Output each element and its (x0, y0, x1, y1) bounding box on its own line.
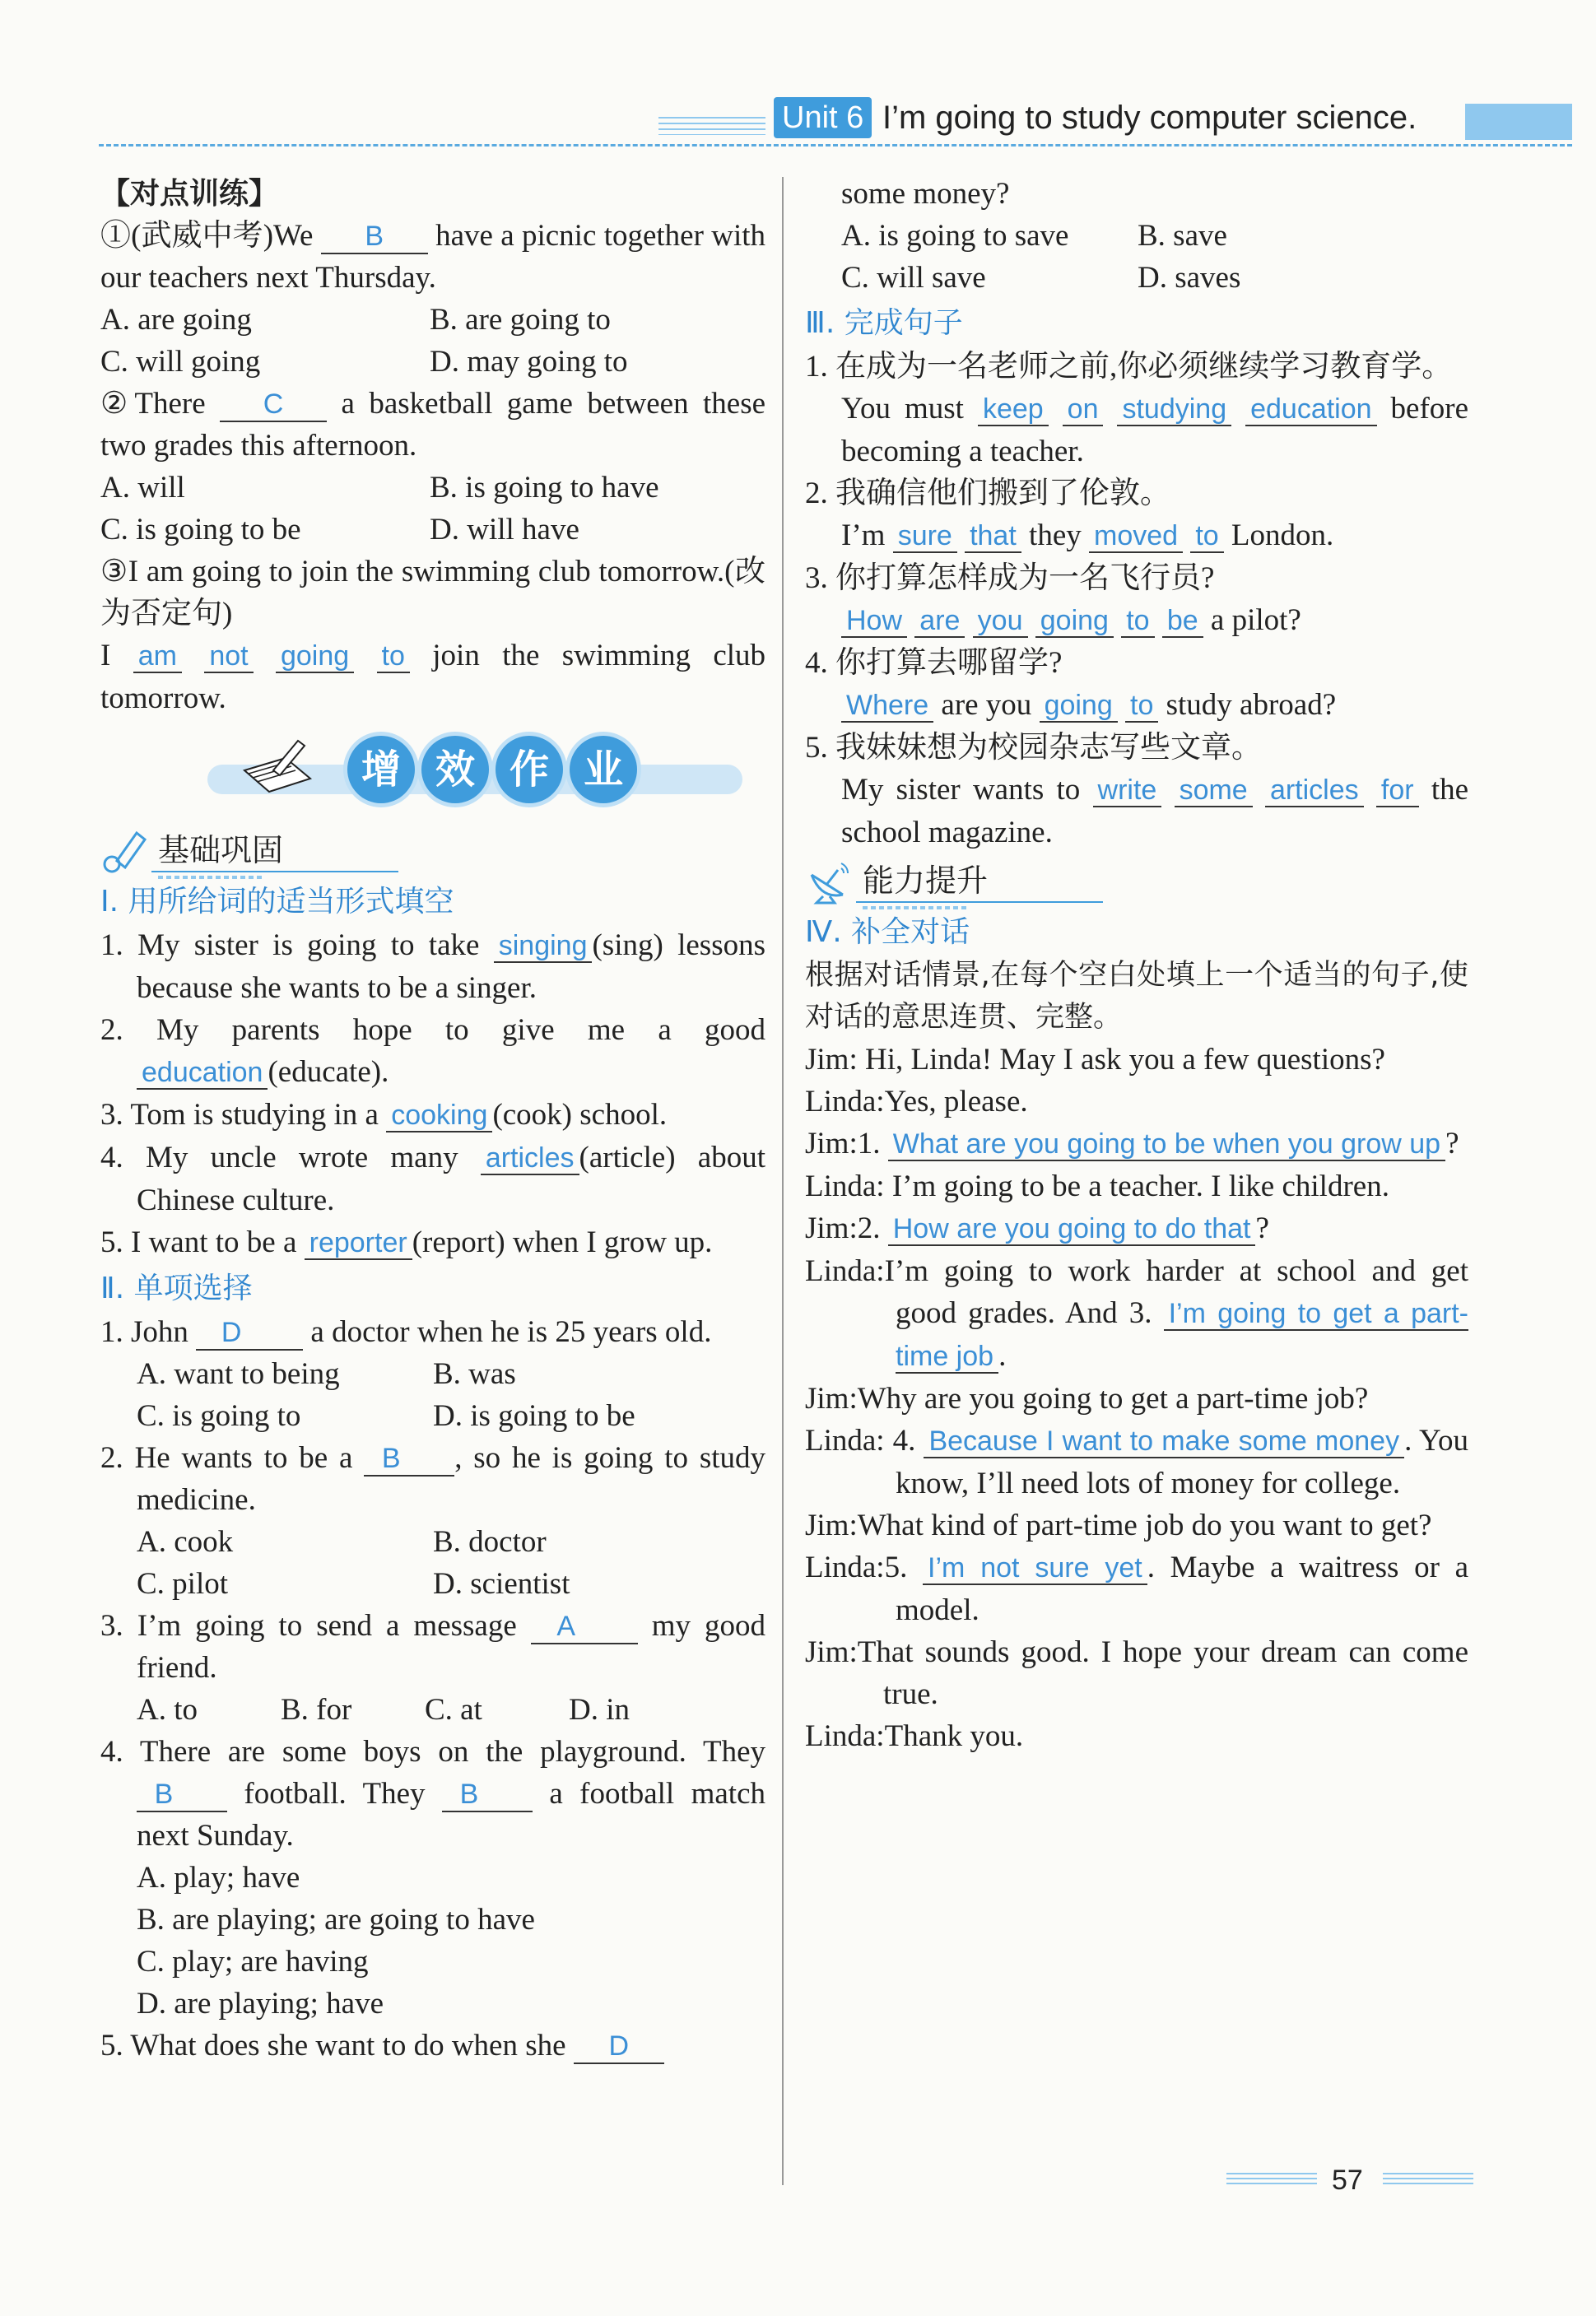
speaker: Jim: (805, 1127, 858, 1160)
dialog-line (805, 1123, 1468, 1165)
item-answer: are (914, 605, 965, 638)
item-text: football. They (244, 1777, 426, 1811)
item-text: My sister wants to (841, 773, 1081, 807)
item-num: 1. (100, 928, 123, 962)
item-chinese: 我妹妹想为校园杂志写些文章。 (835, 731, 1262, 765)
left-column (100, 173, 765, 2067)
basic-title: 基础巩固 (158, 832, 284, 868)
p1-text: have a picnic together with our teachers next Thursday. (100, 219, 766, 295)
p1-prefix: ①(武威中考)We (100, 219, 314, 253)
header-decor-lines (658, 117, 765, 135)
sentence-2 (805, 472, 1468, 557)
dialog-answer: I’m going to get a part-time job (896, 1298, 1468, 1372)
sentence-5 (805, 727, 1468, 853)
item-text: a football match next Sunday. (137, 1777, 766, 1853)
footer-decor-left (1226, 2173, 1317, 2186)
page-header (0, 0, 1596, 165)
speaker: Linda: (805, 1551, 885, 1584)
item-text: My parents hope to give me a good (156, 1013, 765, 1047)
item-answer: you (973, 605, 1028, 638)
item-answer: education (1245, 393, 1376, 426)
option: D. are playing; have (137, 1987, 384, 2021)
section-1-title: Ⅰ. 用所给词的适当形式填空 (100, 885, 454, 918)
item-answer: to (1121, 605, 1154, 638)
dialog-answer: I’m not sure yet (923, 1552, 1147, 1585)
header-decor-bar (1465, 104, 1572, 140)
item-num: 4. (100, 1735, 123, 1769)
item-text: There are some boys on the playground. (139, 1735, 686, 1769)
item-answer: be (1162, 605, 1203, 638)
banner-char: 增 (347, 736, 415, 803)
item-text: London. (1231, 519, 1334, 552)
dialog-line (805, 1504, 1468, 1546)
item-answer: How (841, 605, 907, 638)
speaker: Jim: (805, 1635, 858, 1669)
option: D. will have (430, 513, 579, 546)
speaker: Jim: (805, 1211, 858, 1245)
item-text: John (131, 1315, 188, 1349)
sentence-3 (805, 557, 1468, 642)
item-num: 1. (100, 1315, 123, 1349)
speaker: Linda: (805, 1719, 885, 1753)
item-answer: Where (841, 690, 933, 723)
speaker: Linda: (805, 1170, 885, 1203)
homework-banner (100, 728, 765, 818)
item-text: my good friend. (137, 1609, 766, 1685)
p3-answer: am (133, 640, 182, 673)
p3-question: ③I am going to join the swimming club tomorrow.(改为否定句) (100, 555, 765, 630)
dialog-line (805, 1715, 1468, 1757)
option: B. was (433, 1357, 516, 1391)
fill-item (100, 1094, 765, 1137)
line-text: . Maybe a waitress or a model. (896, 1551, 1469, 1627)
line-text: Why are you going to get a part-time job? (857, 1382, 1369, 1416)
line-text: . (998, 1339, 1007, 1373)
speaker: Jim: (805, 1043, 858, 1077)
speaker: Jim: (805, 1382, 858, 1416)
item-text: study abroad? (1166, 688, 1337, 722)
item-text: (article) about Chinese culture. (137, 1141, 766, 1217)
unit-title: I’m going to study computer science. (882, 100, 1417, 136)
dialog (805, 1039, 1468, 1757)
p3-answer: to (377, 640, 410, 673)
section-2-title: Ⅱ. 单项选择 (100, 1272, 253, 1305)
item-answer: D (196, 1316, 303, 1351)
item-num: 2. (100, 1013, 123, 1047)
item-text: a doctor when he is 25 years old. (310, 1315, 712, 1349)
item-text: are you (941, 688, 1032, 722)
mc-question-5 (100, 2025, 765, 2067)
item-num: 3. (100, 1098, 123, 1132)
item-text: They (702, 1735, 765, 1769)
option: A. will (100, 471, 185, 505)
item-text: (cook) school. (492, 1098, 668, 1132)
option: B. are going to (430, 303, 611, 337)
option: D. saves (1138, 261, 1241, 295)
item-answer: A (531, 1610, 638, 1644)
dialog-line (805, 1039, 1468, 1081)
footer-decor-right (1383, 2173, 1473, 2186)
item-chinese: 在成为一名老师之前,你必须继续学习教育学。 (835, 350, 1453, 384)
item-answer: that (965, 520, 1021, 553)
fill-item (100, 924, 765, 1009)
item-answer: B (442, 1778, 533, 1812)
option: C. at (425, 1693, 482, 1727)
notebook-pen-icon (240, 737, 314, 797)
speaker: Linda: (805, 1254, 885, 1288)
ability-section-heading (805, 857, 1468, 908)
p1-options (100, 299, 765, 341)
unit-badge: Unit 6 (774, 97, 872, 138)
item-text: My sister is going to take (137, 928, 480, 962)
item-answer: reporter (305, 1227, 412, 1260)
item-text: a pilot? (1210, 603, 1301, 637)
dialog-line (805, 1420, 1468, 1504)
option: A. cook (137, 1525, 234, 1559)
line-text: Hi, Linda! May I ask you a few questions? (865, 1043, 1385, 1077)
option: C. is going to (137, 1399, 301, 1433)
item-answer: moved (1089, 520, 1183, 553)
sentence-4 (805, 642, 1468, 727)
option: A. is going to save (841, 219, 1069, 253)
item-text: , so he is going to study medicine. (137, 1441, 766, 1517)
column-divider (782, 177, 784, 2185)
option: C. will going (100, 345, 261, 379)
item-answer: write (1093, 774, 1162, 807)
practice-1 (100, 215, 765, 383)
item-answer: going (1035, 605, 1114, 638)
line-text: I’m going to work harder at school and get good grades. And 3. (884, 1254, 1468, 1330)
item-text: I’m (841, 519, 886, 552)
page-number: 57 (1332, 2165, 1363, 2196)
option: B. for (281, 1693, 352, 1727)
q5-continued: some money? (841, 177, 1010, 211)
item-chinese: 你打算去哪留学? (835, 646, 1063, 680)
p3-answer: not (204, 640, 253, 673)
line-text: 2. (857, 1211, 881, 1245)
item-num: 5. (100, 1225, 123, 1259)
item-text: You must (841, 392, 964, 426)
item-answer: to (1125, 690, 1158, 723)
option: C. is going to be (100, 513, 301, 546)
item-text: My uncle wrote many (145, 1141, 458, 1174)
item-num: 1. (805, 350, 828, 384)
item-num: 3. (100, 1609, 123, 1643)
item-text: (educate). (268, 1055, 389, 1089)
item-answer: cooking (386, 1100, 492, 1132)
item-text: before becoming a teacher. (841, 392, 1469, 468)
dialog-line (805, 1250, 1468, 1378)
fill-item (100, 1009, 765, 1094)
option: B. is going to have (430, 471, 659, 505)
option: C. will save (841, 261, 986, 295)
item-text: the school magazine. (841, 773, 1469, 849)
practice-2 (100, 383, 765, 551)
p1-answer: B (321, 220, 428, 254)
item-text: (report) when I grow up. (412, 1225, 713, 1259)
dialog-answer: How are you going to do that (888, 1213, 1256, 1246)
item-answer: studying (1117, 393, 1231, 426)
item-answer: singing (494, 930, 593, 963)
line-text: 5. (884, 1551, 908, 1584)
section-3-title: Ⅲ. 完成句子 (805, 306, 963, 340)
item-num: 5. (100, 2029, 123, 2063)
p2-text: a basketball game between these two grades this afternoon. (100, 387, 766, 463)
option: A. play; have (137, 1861, 300, 1895)
mc-question-4 (100, 1731, 765, 2025)
speaker: Jim: (805, 1509, 858, 1542)
p2-answer: C (220, 388, 327, 422)
item-answer: for (1376, 774, 1419, 807)
option: B. are playing; are going to have (137, 1903, 535, 1937)
item-answer: B (137, 1778, 227, 1812)
line-text: Thank you. (884, 1719, 1024, 1753)
option: D. is going to be (433, 1399, 635, 1433)
mc-question-3 (100, 1605, 765, 1731)
right-column (805, 173, 1468, 1757)
option: B. save (1138, 219, 1227, 253)
dialog-answer: What are you going to be when you grow up (888, 1128, 1445, 1161)
option: B. doctor (433, 1525, 547, 1559)
p3-prefix: I (100, 639, 111, 672)
item-num: 5. (805, 731, 828, 765)
item-answer: B (364, 1442, 454, 1477)
item-text: (sing) lessons because she wants to be a singer. (137, 928, 766, 1005)
item-answer: education (137, 1057, 268, 1090)
mc-question-1 (100, 1311, 765, 1437)
fill-item (100, 1137, 765, 1221)
speaker: Linda: (805, 1085, 885, 1118)
line-text: 1. (857, 1127, 881, 1160)
basic-section-heading (100, 826, 765, 877)
line-text: ? (1255, 1211, 1269, 1245)
option: C. play; are having (137, 1945, 369, 1979)
line-text: ? (1445, 1127, 1459, 1160)
item-answer: some (1175, 774, 1253, 807)
item-answer: sure (893, 520, 957, 553)
line-text: I’m going to be a teacher. I like children. (891, 1170, 1389, 1203)
item-answer: articles (481, 1142, 579, 1175)
option: D. in (569, 1693, 630, 1727)
item-text: Tom is studying in a (130, 1098, 379, 1132)
sentence-1 (805, 346, 1468, 472)
item-text: they (1029, 519, 1082, 552)
item-text: I’m going to send a message (137, 1609, 517, 1643)
item-text: He wants to be a (134, 1441, 353, 1475)
item-answer: to (1190, 520, 1223, 553)
option: A. are going (100, 303, 252, 337)
item-text: I want to be a (131, 1225, 297, 1259)
p3-rest: join the swimming club tomorrow. (100, 639, 766, 715)
banner-char: 作 (496, 736, 563, 803)
item-chinese: 你打算怎样成为一名飞行员? (835, 561, 1215, 595)
fill-item (100, 1221, 765, 1264)
dialog-line (805, 1165, 1468, 1207)
option: C. pilot (137, 1567, 229, 1601)
practice-title: 【对点训练】 (100, 177, 279, 211)
speaker: Linda: (805, 1424, 885, 1458)
section-4-title: Ⅳ. 补全对话 (805, 915, 970, 949)
option: D. scientist (433, 1567, 570, 1601)
practice-3 (100, 551, 765, 719)
item-text: What does she want to do when she (130, 2029, 566, 2063)
pencil-icon (100, 828, 150, 874)
option: A. to (137, 1693, 198, 1727)
item-num: 4. (100, 1141, 123, 1174)
dialog-line (805, 1081, 1468, 1123)
item-answer: on (1063, 393, 1104, 426)
dialog-line (805, 1631, 1468, 1715)
dialog-line (805, 1378, 1468, 1420)
line-text: Yes, please. (884, 1085, 1028, 1118)
mc-question-2 (100, 1437, 765, 1605)
section-1-list (100, 924, 765, 1264)
section-4-instructions: 根据对话情景,在每个空白处填上一个适当的句子,使对话的意思连贯、完整。 (805, 959, 1468, 1034)
item-num: 3. (805, 561, 828, 595)
dialog-line (805, 1546, 1468, 1631)
dialog-line (805, 1207, 1468, 1250)
ability-title: 能力提升 (863, 863, 989, 899)
item-answer: articles (1265, 774, 1364, 807)
banner-char: 效 (421, 736, 489, 803)
line-text: 4. (892, 1424, 916, 1458)
item-num: 2. (805, 477, 828, 510)
item-num: 2. (100, 1441, 123, 1475)
satellite-dish-icon (805, 858, 854, 905)
item-answer: D (574, 2030, 664, 2064)
item-answer: going (1040, 690, 1118, 723)
dialog-answer: Because I want to make some money (924, 1425, 1404, 1458)
item-num: 4. (805, 646, 828, 680)
line-text: That sounds good. I hope your dream can come true. (857, 1635, 1468, 1711)
option: D. may going to (430, 345, 628, 379)
option: A. want to being (137, 1357, 340, 1391)
line-text: What kind of part-time job do you want to get? (857, 1509, 1432, 1542)
p2-prefix: ②There (100, 387, 206, 421)
banner-char: 业 (570, 736, 637, 803)
item-chinese: 我确信他们搬到了伦敦。 (835, 477, 1170, 510)
p3-answer: going (276, 640, 354, 673)
header-divider (99, 144, 1572, 146)
line-text: . You know, I’ll need lots of money for college. (896, 1424, 1469, 1500)
item-answer: keep (978, 393, 1049, 426)
